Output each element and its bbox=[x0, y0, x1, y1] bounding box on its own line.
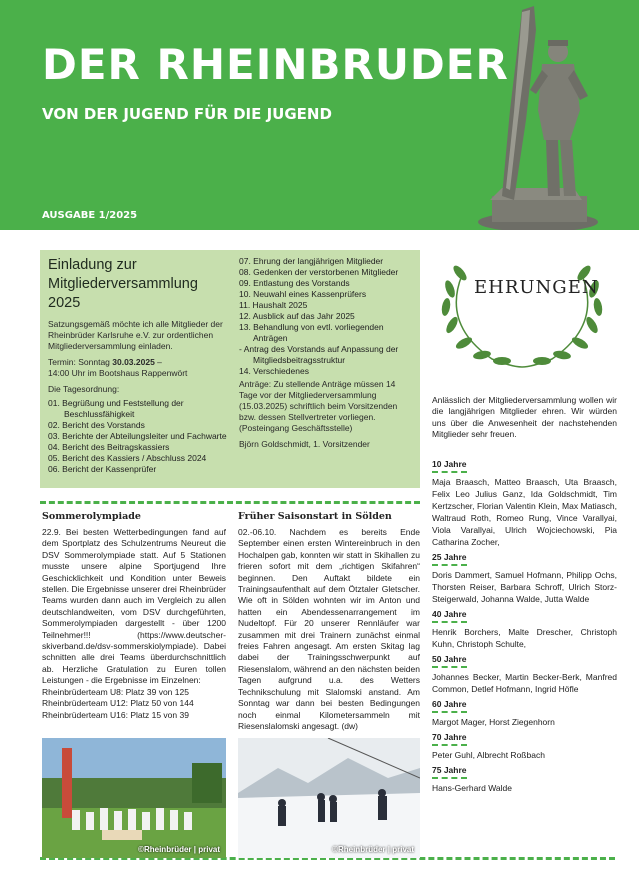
list-item bbox=[432, 699, 617, 728]
list-item: - Antrag des Vorstands auf Anpassung der Mitgliedsbeitragsstruktur bbox=[239, 344, 399, 365]
list-item bbox=[432, 609, 617, 650]
list-item: 04. Bericht des Beitragskassiers bbox=[48, 442, 170, 452]
year-label: 40 Jahre bbox=[432, 609, 467, 619]
list-item: 12. Ausblick auf das Jahr 2025 bbox=[239, 311, 355, 321]
year-label: 10 Jahre bbox=[432, 459, 467, 469]
invitation-title: Einladung zur Mitgliederversammlung 2025 bbox=[48, 257, 198, 311]
meeting-time-place: 14:00 Uhr im Bootshaus Rappenwört bbox=[48, 368, 188, 378]
member-names: Margot Mager, Horst Ziegenhorn bbox=[432, 717, 555, 727]
year-label: 25 Jahre bbox=[432, 552, 467, 562]
invitation-box bbox=[40, 250, 235, 488]
member-names: Hans-Gerhard Walde bbox=[432, 783, 512, 793]
section-divider bbox=[40, 501, 420, 504]
ehrungen-emblem bbox=[432, 255, 612, 385]
list-item bbox=[432, 654, 617, 695]
year-label: 60 Jahre bbox=[432, 699, 467, 709]
list-item: 06. Bericht der Kassenprüfer bbox=[48, 464, 157, 474]
list-item: 14. Verschiedenes bbox=[239, 366, 309, 376]
statue-image bbox=[462, 0, 614, 230]
member-names: Henrik Borchers, Malte Drescher, Christoph Kuhn, Christoph Schulte, bbox=[432, 627, 617, 649]
list-item: 05. Bericht des Kassiers / Abschluss 2024 bbox=[48, 453, 207, 463]
list-item: 09. Entlastung des Vorstands bbox=[239, 278, 350, 288]
list-item: 11. Haushalt 2025 bbox=[239, 300, 308, 310]
result-line: Rheinbrüderteam U8: Platz 39 von 125 bbox=[42, 686, 189, 697]
saisonstart-heading: Früher Saisonstart in Sölden bbox=[238, 511, 392, 522]
sommerolympiade-photo bbox=[42, 738, 226, 858]
invitation-intro: Satzungsgemäß möchte ich alle Mitglieder der Rheinbrüder Karlsruhe e.V. zur ordentlichen Mitgliederversammlung einladen. bbox=[48, 319, 223, 351]
list-item: 08. Gedenken der verstorbenen Mitglieder bbox=[239, 267, 399, 277]
list-item: 10. Neuwahl eines Kassenprüfers bbox=[239, 289, 367, 299]
signature: Björn Goldschmidt, 1. Vorsitzender bbox=[239, 439, 370, 449]
list-item: 07. Ehrung der langjährigen Mitglieder bbox=[239, 256, 384, 266]
invitation-box-continued bbox=[235, 250, 420, 488]
sommerolympiade-heading: Sommerolympiade bbox=[42, 511, 141, 522]
member-names: Maja Braasch, Matteo Braasch, Uta Braasch, Felix Leo Julius Ganz, Ida Goldschmidt, Tim Kertzscher, Florian Valentin Klein, Max Matiasch, Waltraud Roth, Romeo Rung, Vince Varallyai, Viola Varallyai, Ulrich Wojciechowski, Pia Catharina Zocher, bbox=[432, 477, 617, 547]
meeting-date: Termin: Sonntag 30.03.2025 – bbox=[48, 357, 162, 367]
year-label: 70 Jahre bbox=[432, 732, 467, 742]
agenda-list-right bbox=[239, 256, 416, 377]
list-item bbox=[432, 732, 617, 761]
issue-label: AUSGABE 1/2025 bbox=[42, 210, 138, 221]
member-names: Doris Dammert, Samuel Hofmann, Philipp Ochs, Thorsten Reiser, Barbara Schroff, Ulrich Storz-Steigerwald, Johanna Walde, Jutta Walde bbox=[432, 570, 617, 604]
saisonstart-photo bbox=[238, 738, 420, 858]
list-item bbox=[432, 459, 617, 548]
member-names: Johannes Becker, Martin Becker-Berk, Manfred Common, Detlef Hofmann, Ingrid Höfle bbox=[432, 672, 617, 694]
masthead bbox=[0, 0, 639, 230]
list-item bbox=[432, 552, 617, 605]
list-item: 13. Behandlung von evtl. vorliegenden Anträgen bbox=[239, 322, 384, 343]
list-item: 02. Bericht des Vorstands bbox=[48, 420, 145, 430]
team-photo-image bbox=[42, 738, 226, 858]
result-line: Rheinbrüderteam U12: Platz 50 von 144 bbox=[42, 698, 194, 709]
newsletter-subtitle: VON DER JUGEND FÜR DIE JUGEND bbox=[42, 105, 332, 123]
honors-list bbox=[432, 455, 617, 794]
list-item: 01. Begrüßung und Feststellung der Beschlussfähigkeit bbox=[48, 398, 184, 419]
sommerolympiade-text: 22.9. Bei besten Wetterbedingungen fand auf dem Sportplatz des Schulzentrums Neureut die DSV Sommerolympiade statt. Auf 5 Stationen musste unsere alpine Sportjugend Ihre Geschicklichkeit und Kondition unter Beweis stellen. Die Ergebnisse unserer drei Rheinbrüder Teams wurden dann auch im Vergleich zu allen deutschlandweiten, vom DSV durchgeführten, Sommerolympiaden dargestellt - über 1200 Teilnehmer!!! (https://www.deutscher-skiverband.de/dsv-sommerskiolympiade). Dabei schnitten alle drei Teams überdurchschnittlich ab. Herzliche Gratulation zu Euren tollen Leistungen - die Ergebnisse im Einzelnen: Rheinbrüderteam U8: Platz 39 von 125 Rheinbrüderteam U12: Platz 50 von 144 Rheinbrüderteam U16: Platz 15 von 39 bbox=[42, 527, 226, 720]
ehrungen-title: EHRUNGEN bbox=[474, 277, 599, 298]
photo-credit: ©Rheinbrüder | privat bbox=[332, 845, 414, 854]
list-item bbox=[432, 765, 617, 794]
motions-note: Anträge: Zu stellende Anträge müssen 14 Tage vor der Mitgliederversammlung (15.03.2025) schriftlich beim Vorsitzenden bzw. dessen Stellvertreter vorliegen. (Posteingang Geschäftsstelle) bbox=[239, 379, 398, 433]
ski-photo-image bbox=[238, 738, 420, 858]
photo-credit: ©Rheinbrüder | privat bbox=[138, 845, 220, 854]
ehrungen-intro: Anlässlich der Mitgliederversammlung wollen wir die langjährigen Mitglieder ehren. Wir würden uns über die Anwesenheit der nachstehenden Mitglieder sehr freuen. bbox=[432, 395, 617, 440]
agenda-list-left bbox=[48, 398, 227, 475]
newsletter-title: DER RHEINBRUDER bbox=[42, 40, 509, 89]
year-label: 50 Jahre bbox=[432, 654, 467, 664]
list-item: 03. Berichte der Abteilungsleiter und Fachwarte bbox=[48, 431, 227, 441]
result-line: Rheinbrüderteam U16: Platz 15 von 39 bbox=[42, 709, 189, 720]
agenda-heading: Die Tagesordnung: bbox=[48, 384, 120, 394]
saisonstart-text: 02.-06.10. Nachdem es bereits Ende September einen ersten Wintereinbruch in den Hochalpen gab, konnten wir statt in Skihallen zu frieren sofort mit dem „richtigen Skifahren“ beginnen. Den Auftakt bildete ein Trainingsaufenthalt auf dem Ötztaler Gletscher. Wie oft in Sölden wohnten wir im Anton und hatten ein Abendessenarrangement im Nudeltopf. Für 20 unserer Rennläufer war zusammen mit drei Trainern zunächst einmal freies Fahren angesagt. Am ersten Skitag lag dabei der Trainingsschwerpunkt auf Riesenslalom, während an den nächsten beiden Tagen aufgrund u.a. des Wetters Technikschulung mit Slalomski anstand. Am Sonntag war dann bei besten Bedingungen noch einmal Kilometersammeln mit Riesenslalomski angesagt. (dw) bbox=[238, 527, 420, 731]
member-names: Peter Guhl, Albrecht Roßbach bbox=[432, 750, 545, 760]
laurel-wreath-icon bbox=[432, 255, 612, 385]
year-label: 75 Jahre bbox=[432, 765, 467, 775]
